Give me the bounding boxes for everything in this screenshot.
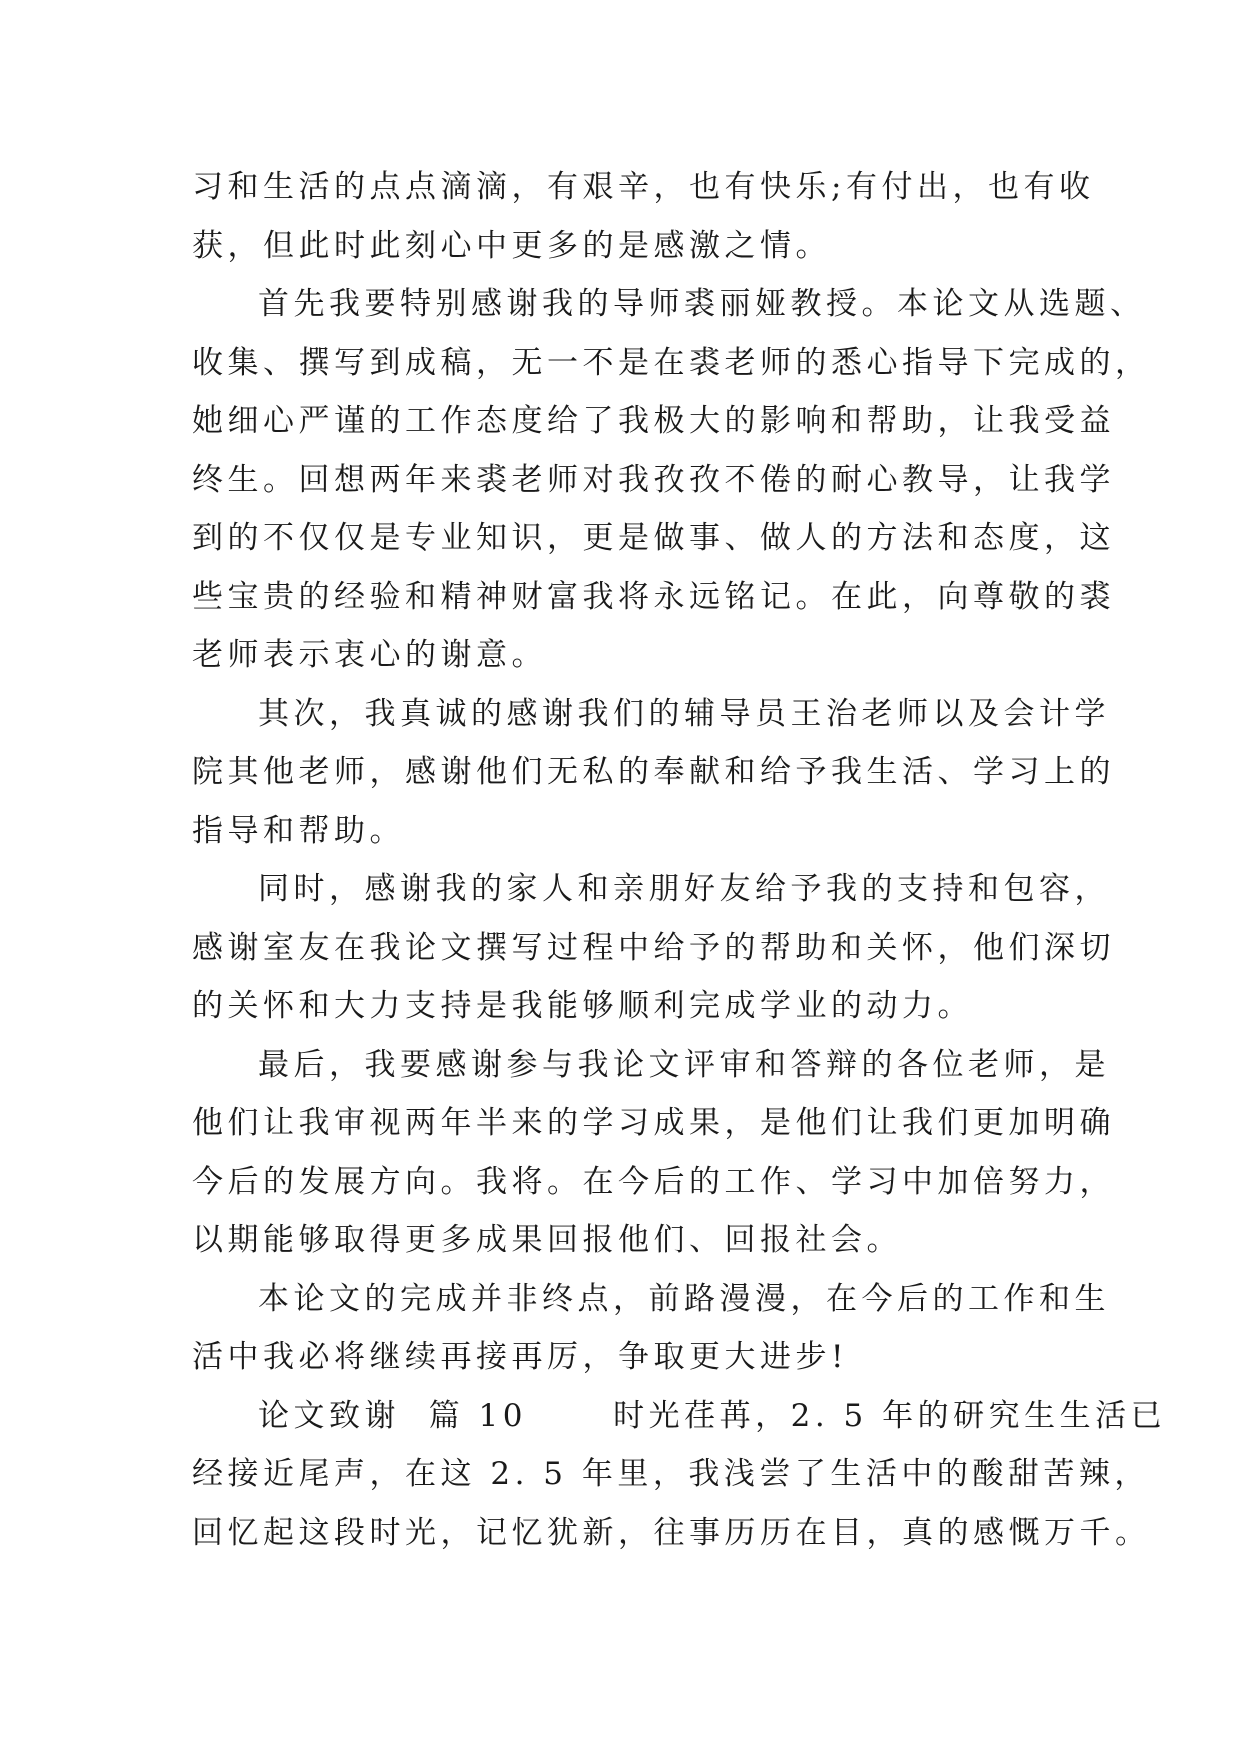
- text-line: 些宝贵的经验和精神财富我将永远铭记。在此，向尊敬的裘: [192, 578, 1115, 615]
- text-line: 感谢室友在我论文撰写过程中给予的帮助和关怀，他们深切: [192, 929, 1115, 966]
- text-line: 指导和帮助。: [192, 812, 405, 849]
- text-line: 回忆起这段时光，记忆犹新，往事历历在目，真的感慨万千。: [192, 1514, 1151, 1551]
- text-line: 以期能够取得更多成果回报他们、回报社会。: [192, 1222, 902, 1258]
- text-line: 到的不仅仅是专业知识，更是做事、做人的方法和态度，这: [192, 520, 1115, 556]
- text-line: 活中我必将继续再接再厉，争取更大进步!: [192, 1339, 848, 1375]
- text-line: 获，但此时此刻心中更多的是感激之情。: [192, 227, 831, 264]
- text-line: 经接近尾声，在这 2. 5 年里，我浅尝了生活中的酸甜苦辣，: [192, 1456, 1150, 1492]
- text-line: 收集、撰写到成稿，无一不是在裘老师的悉心指导下完成的，: [192, 344, 1151, 381]
- text-line: 老师表示衷心的谢意。: [192, 637, 547, 673]
- text-line: 院其他老师，感谢他们无私的奉献和给予我生活、学习上的: [192, 754, 1115, 790]
- paragraph-start-line: 首先我要特别感谢我的导师裘丽娅教授。本论文从选题、: [258, 286, 1146, 322]
- text-line: 他们让我审视两年半来的学习成果，是他们让我们更加明确: [192, 1105, 1115, 1141]
- body-text: [192, 158, 1167, 1562]
- text-line: 她细心严谨的工作态度给了我极大的影响和帮助，让我受益: [192, 403, 1115, 439]
- paragraph-start-line: 同时，感谢我的家人和亲朋好友给予我的支持和包容，: [258, 871, 1110, 907]
- paragraph-start-line: 最后，我要感谢参与我论文评审和答辩的各位老师，是: [258, 1046, 1110, 1083]
- text-line: 今后的发展方向。我将。在今后的工作、学习中加倍努力，: [192, 1163, 1115, 1200]
- section-heading-line: 论文致谢 篇 10 时光荏苒，2. 5 年的研究生生活已: [258, 1397, 1167, 1434]
- text-line: 终生。回想两年来裘老师对我孜孜不倦的耐心教导，让我学: [192, 461, 1115, 498]
- paragraph-start-line: 本论文的完成并非终点，前路漫漫，在今后的工作和生: [258, 1280, 1110, 1317]
- text-line: 习和生活的点点滴滴，有艰辛，也有快乐;有付出，也有收: [192, 169, 1095, 205]
- paragraph-start-line: 其次，我真诚的感谢我们的辅导员王治老师以及会计学: [258, 695, 1110, 732]
- text-line: 的关怀和大力支持是我能够顺利完成学业的动力。: [192, 988, 973, 1024]
